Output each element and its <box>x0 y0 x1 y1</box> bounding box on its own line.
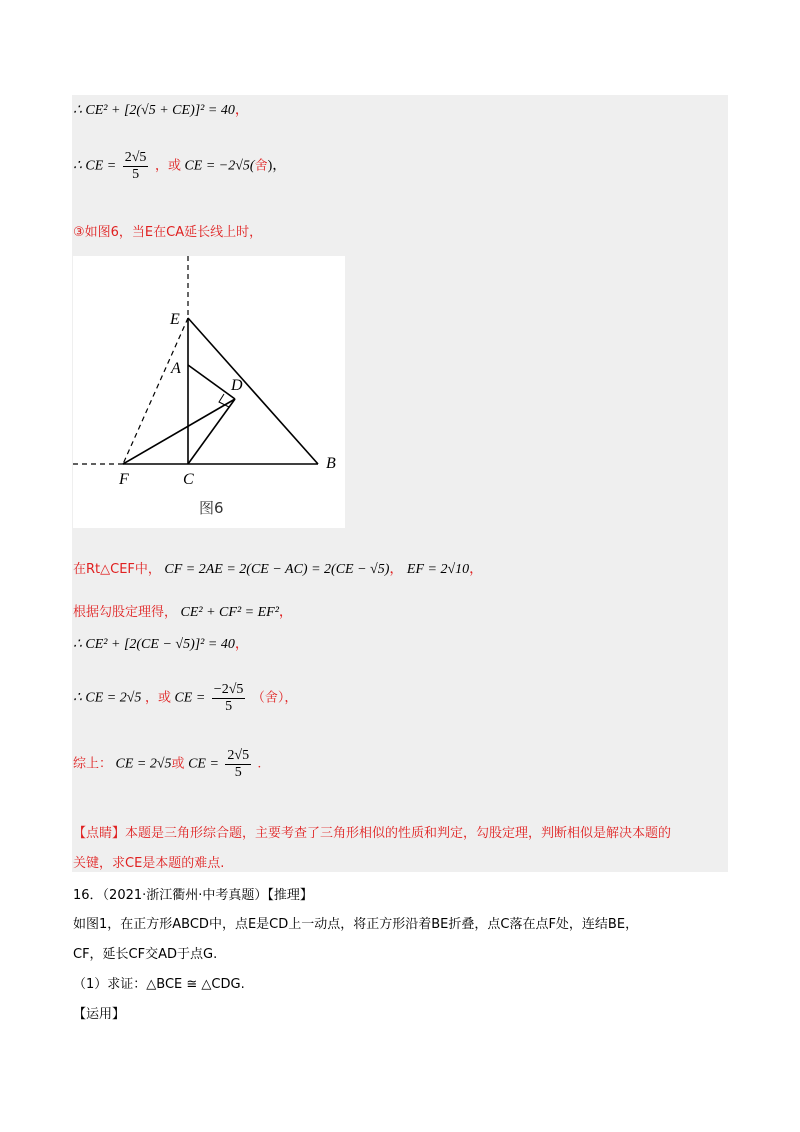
comment-line-2: 关键，求CE是本题的难点. <box>73 856 225 871</box>
label-a: A <box>171 360 181 377</box>
equation-ce-minus: ∴ CE² + [2(CE − √5)]² = 40 <box>73 637 235 652</box>
punct: )， <box>267 158 287 174</box>
or-text: ，或 <box>144 690 171 706</box>
pythagoras-label: 根据勾股定理得， <box>73 605 178 620</box>
ce-equals: ∴ CE = <box>73 158 117 174</box>
equation-ce-squared: ∴ CE² + [2(√5 + CE)]² = 40 <box>73 103 235 118</box>
geometry-figure-6 <box>73 256 345 528</box>
section-next: 【运用】 <box>73 1007 126 1022</box>
fraction-neg-2root5-over-5 <box>212 682 246 715</box>
punct: ， <box>389 562 404 577</box>
label-d: D <box>231 377 243 394</box>
punct: ， <box>278 605 293 620</box>
punct: ， <box>469 562 484 577</box>
punct: ， <box>234 637 249 652</box>
segment-df <box>123 399 235 464</box>
fraction-denominator: 5 <box>225 699 233 714</box>
equation-line-4 <box>73 682 297 715</box>
rt-prefix: 在Rt△CEF中， <box>73 562 161 577</box>
label-b: B <box>326 455 336 472</box>
comment-line-1: 【点睛】本题是三角形综合题，主要考查了三角形相似的性质和判定，勾股定理，判断相似是解决本题的 <box>73 826 672 841</box>
segment-eb <box>188 318 318 464</box>
fraction-numerator: −2√5 <box>213 682 244 697</box>
fraction-numerator: 2√5 <box>227 748 250 763</box>
reject-text: （舍）， <box>251 690 298 706</box>
or-text: ，或 <box>154 158 181 174</box>
equation-line-1 <box>73 99 249 119</box>
segment-dc <box>188 399 235 464</box>
reject-text: 舍 <box>254 158 268 174</box>
punct: ， <box>234 103 249 118</box>
problem-question-1: （1）求证：△BCE ≅ △CDG. <box>73 977 245 992</box>
fraction-denominator: 5 <box>132 167 140 182</box>
fraction-2root5-over-5 <box>225 748 251 781</box>
ce-equals: CE = <box>188 756 219 772</box>
ce-solution: ∴ CE = 2√5 <box>73 690 142 706</box>
pythagoras-line <box>73 601 293 621</box>
problem-paragraph-1: 如图1，在正方形ABCD中，点E是CD上一动点，将正方形沿着BE折叠，点C落在点F处，连结BE， <box>73 917 639 932</box>
summary-label: 综上： <box>73 756 113 772</box>
figure-caption: 图6 <box>199 499 224 517</box>
problem-paragraph-2: CF，延长CF交AD于点G. <box>73 947 218 962</box>
alt-solution: CE = −2√5( <box>184 158 255 174</box>
label-e: E <box>170 311 180 328</box>
label-f: F <box>119 471 129 488</box>
equation-line-3 <box>73 633 249 653</box>
segment-ad <box>188 365 235 399</box>
problem-header: 16．（2021·浙江衢州·中考真题）【推理】 <box>73 888 313 903</box>
case-3-heading: ③如图6，当E在CA延长线上时， <box>73 225 263 240</box>
rt-triangle-line <box>73 558 483 578</box>
right-angle-mark <box>219 394 229 407</box>
equation-line-2 <box>73 150 286 183</box>
fraction-denominator: 5 <box>234 765 242 780</box>
or-text: 或 <box>171 756 185 772</box>
dashed-line-ef <box>123 318 188 464</box>
summary-eq1: CE = 2√5 <box>115 756 172 772</box>
ef-equation: EF = 2√10 <box>406 562 470 577</box>
cf-equation: CF = 2AE = 2(CE − AC) = 2(CE − √5) <box>164 562 390 577</box>
label-c: C <box>183 471 194 488</box>
pythagoras-equation: CE² + CF² = EF² <box>180 605 279 620</box>
fraction-2root5-over-5 <box>123 150 149 183</box>
fraction-numerator: 2√5 <box>124 150 147 165</box>
punct: . <box>257 756 262 772</box>
summary-line <box>73 748 261 781</box>
ce-equals: CE = <box>174 690 206 706</box>
